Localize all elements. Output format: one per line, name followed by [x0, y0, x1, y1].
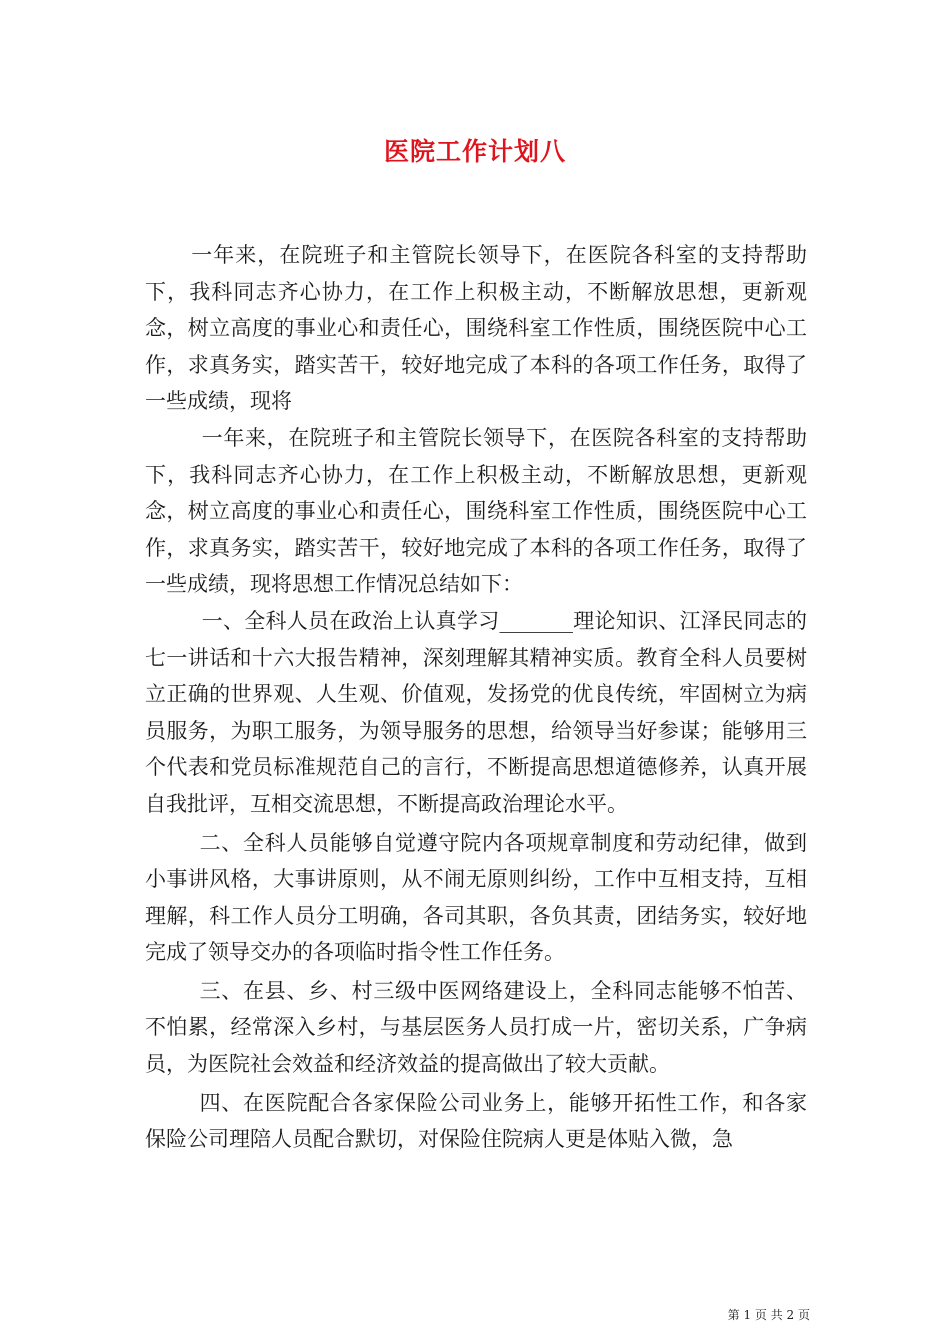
- paragraph-section-2: 二、全科人员能够自觉遵守院内各项规章制度和劳动纪律，做到小事讲风格，大事讲原则，从不闹无原则纠纷，工作中互相支持，互相理解，科工作人员分工明确，各司其职，各负其责，团结务实，较好地完成了领导交办的各项临时指令性工作任务。: [145, 830, 807, 965]
- paragraph-intro-2: 一年来，在院班子和主管院长领导下，在医院各科室的支持帮助下，我科同志齐心协力，在工作上积极主动，不断解放思想，更新观念，树立高度的事业心和责任心，围绕科室工作性质，围绕医院中心工作，求真务实，踏实苦干，较好地完成了本科的各项工作任务，取得了一些成绩，现将思想工作情况总结如下：: [145, 425, 807, 597]
- page-indicator: 第 1 页 共 2 页: [727, 1308, 810, 1322]
- paragraph-intro-1: 一年来，在院班子和主管院长领导下，在医院各科室的支持帮助下，我科同志齐心协力，在工作上积极主动，不断解放思想，更新观念，树立高度的事业心和责任心，围绕科室工作性质，围绕医院中心工作，求真务实，踏实苦干，较好地完成了本科的各项工作任务，取得了一些成绩，现将: [145, 243, 807, 414]
- paragraph-section-1: 一、全科人员在政治上认真学习_______理论知识、江泽民同志的七一讲话和十六大报告精神，深刻理解其精神实质。教育全科人员要树立正确的世界观、人生观、价值观，发扬党的优良传统，牢固树立为病员服务，为职工服务，为领导服务的思想，给领导当好参谋；能够用三个代表和党员标准规范自己的言行，不断提高思想道德修养，认真开展自我批评，互相交流思想，不断提高政治理论水平。: [145, 608, 807, 816]
- document-body: [145, 237, 807, 1158]
- paragraph-section-3: 三、在县、乡、村三级中医网络建设上，全科同志能够不怕苦、不怕累，经常深入乡村，与基层医务人员打成一片，密切关系，广争病员，为医院社会效益和经济效益的提高做出了较大贡献。: [145, 978, 807, 1077]
- paragraph-section-4: 四、在医院配合各家保险公司业务上，能够开拓性工作，和各家保险公司理陪人员配合默切，对保险住院病人更是体贴入微，急: [145, 1090, 807, 1152]
- document-title: 医院工作计划八: [383, 137, 566, 166]
